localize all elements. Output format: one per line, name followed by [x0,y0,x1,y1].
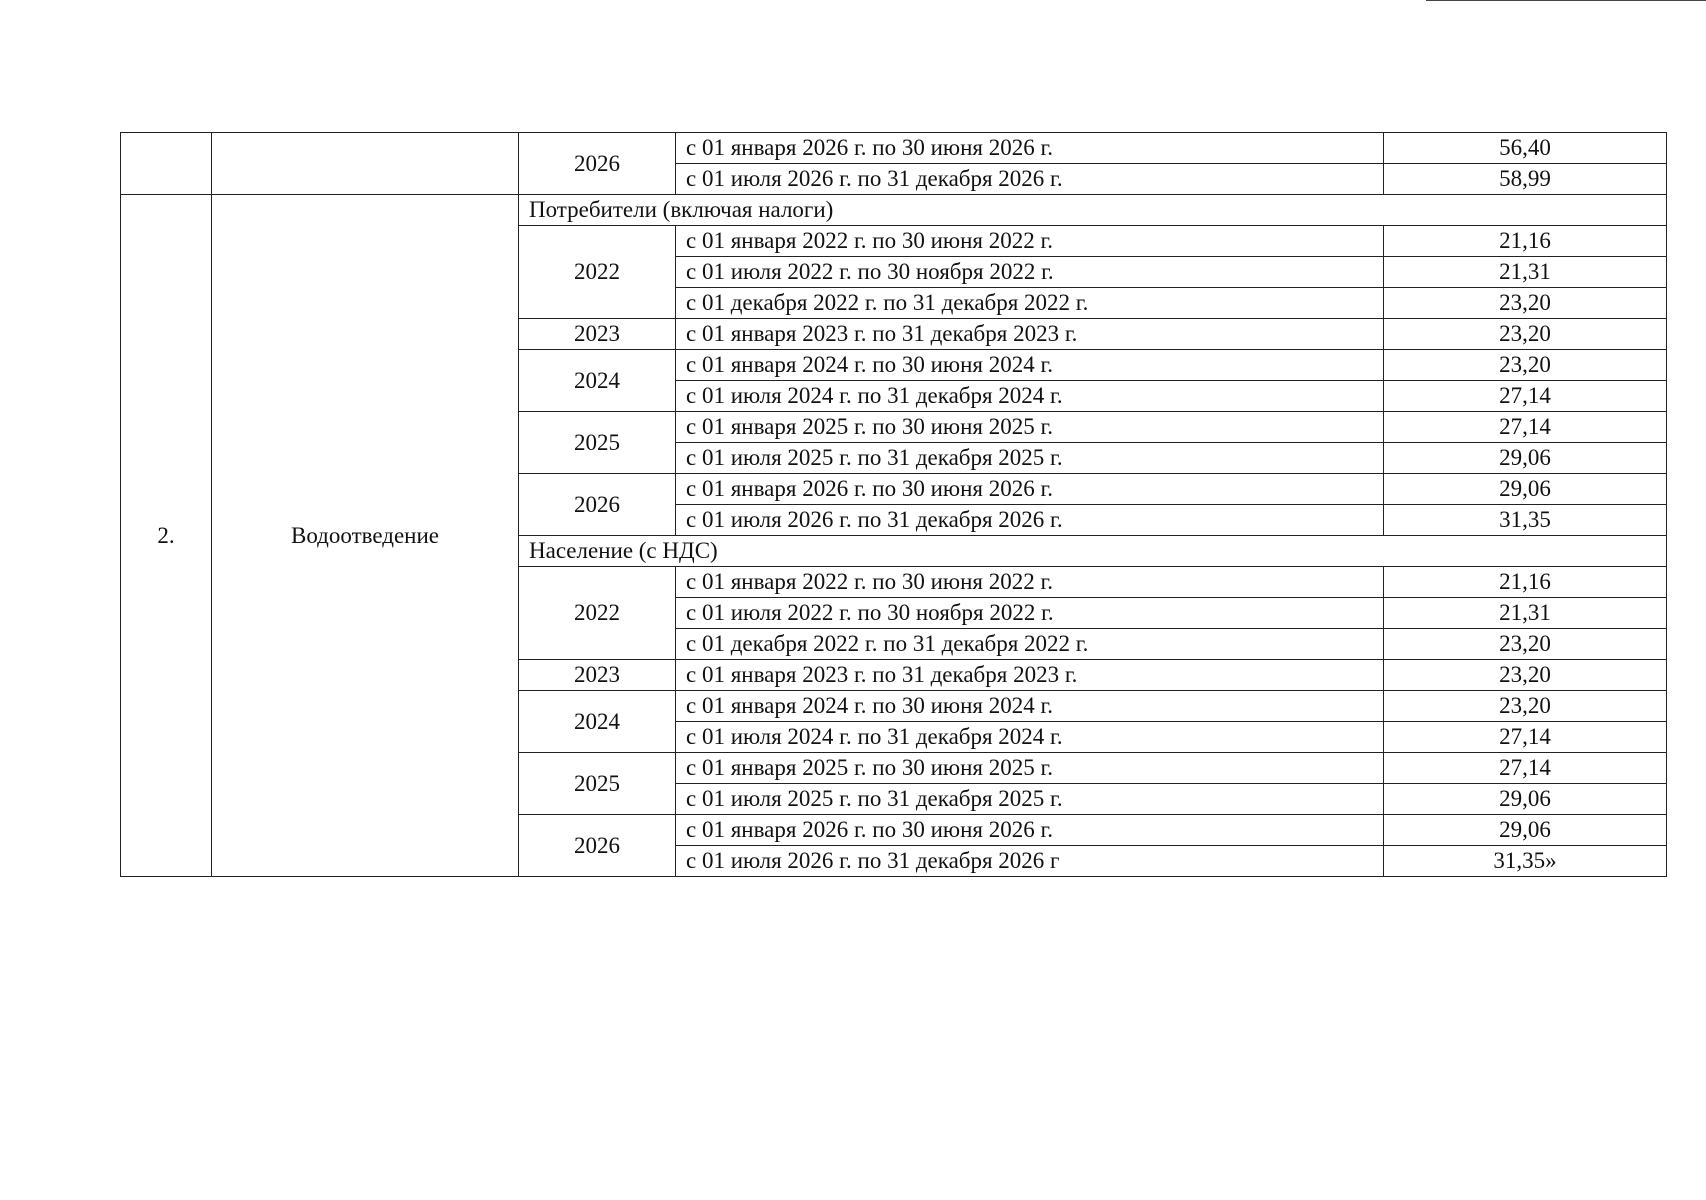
period-cell: с 01 декабря 2022 г. по 31 декабря 2022 г. [676,288,1384,319]
tariff-value-cell: 21,16 [1384,226,1667,257]
year-cell: 2026 [519,133,676,195]
period-cell: с 01 июля 2026 г. по 31 декабря 2026 г. [676,164,1384,195]
tariff-value-cell: 29,06 [1384,443,1667,474]
tariff-value-cell: 23,20 [1384,629,1667,660]
period-cell: с 01 июля 2025 г. по 31 декабря 2025 г. [676,784,1384,815]
tariff-table [120,132,1667,877]
group-header-row [121,195,1667,226]
period-cell: с 01 января 2023 г. по 31 декабря 2023 г. [676,660,1384,691]
period-cell: с 01 января 2025 г. по 30 июня 2025 г. [676,753,1384,784]
item-number-cell: 2. [121,195,212,877]
year-cell: 2024 [519,691,676,753]
tariff-value-cell: 31,35» [1384,846,1667,877]
period-cell: с 01 июля 2025 г. по 31 декабря 2025 г. [676,443,1384,474]
tariff-value-cell: 29,06 [1384,474,1667,505]
period-cell: с 01 января 2026 г. по 30 июня 2026 г. [676,133,1384,164]
tariff-value-cell: 29,06 [1384,815,1667,846]
item-number-cell [121,133,212,195]
period-cell: с 01 июля 2024 г. по 31 декабря 2024 г. [676,722,1384,753]
tariff-value-cell: 23,20 [1384,319,1667,350]
item-name-cell: Водоотведение [212,195,519,877]
tariff-value-cell: 23,20 [1384,691,1667,722]
tariff-value-cell: 29,06 [1384,784,1667,815]
year-cell: 2022 [519,567,676,660]
year-cell: 2022 [519,226,676,319]
item-name-cell [212,133,519,195]
period-cell: с 01 декабря 2022 г. по 31 декабря 2022 г. [676,629,1384,660]
tariff-value-cell: 23,20 [1384,660,1667,691]
tariff-value-cell: 27,14 [1384,753,1667,784]
tariff-value-cell: 21,16 [1384,567,1667,598]
period-cell: с 01 июля 2026 г. по 31 декабря 2026 г [676,846,1384,877]
group-title-cell: Потребители (включая налоги) [519,195,1667,226]
tariff-value-cell: 58,99 [1384,164,1667,195]
period-cell: с 01 июля 2026 г. по 31 декабря 2026 г. [676,505,1384,536]
tariff-value-cell: 23,20 [1384,350,1667,381]
tariff-value-cell: 27,14 [1384,722,1667,753]
period-cell: с 01 июля 2022 г. по 30 ноября 2022 г. [676,257,1384,288]
tariff-value-cell: 27,14 [1384,412,1667,443]
period-cell: с 01 января 2026 г. по 30 июня 2026 г. [676,474,1384,505]
period-cell: с 01 января 2023 г. по 31 декабря 2023 г. [676,319,1384,350]
year-cell: 2025 [519,412,676,474]
period-cell: с 01 января 2025 г. по 30 июня 2025 г. [676,412,1384,443]
tariff-value-cell: 27,14 [1384,381,1667,412]
period-cell: с 01 января 2026 г. по 30 июня 2026 г. [676,815,1384,846]
period-cell: с 01 января 2024 г. по 30 июня 2024 г. [676,691,1384,722]
tariff-value-cell: 31,35 [1384,505,1667,536]
period-cell: с 01 января 2024 г. по 30 июня 2024 г. [676,350,1384,381]
period-cell: с 01 января 2022 г. по 30 июня 2022 г. [676,226,1384,257]
table-row [121,133,1667,164]
tariff-value-cell: 21,31 [1384,257,1667,288]
period-cell: с 01 января 2022 г. по 30 июня 2022 г. [676,567,1384,598]
group-title-cell: Население (с НДС) [519,536,1667,567]
period-cell: с 01 июля 2024 г. по 31 декабря 2024 г. [676,381,1384,412]
year-cell: 2024 [519,350,676,412]
year-cell: 2023 [519,660,676,691]
tariff-value-cell: 23,20 [1384,288,1667,319]
tariff-value-cell: 21,31 [1384,598,1667,629]
tariff-value-cell: 56,40 [1384,133,1667,164]
year-cell: 2023 [519,319,676,350]
year-cell: 2026 [519,474,676,536]
year-cell: 2026 [519,815,676,877]
period-cell: с 01 июля 2022 г. по 30 ноября 2022 г. [676,598,1384,629]
scan-edge-line [1426,0,1706,1]
year-cell: 2025 [519,753,676,815]
